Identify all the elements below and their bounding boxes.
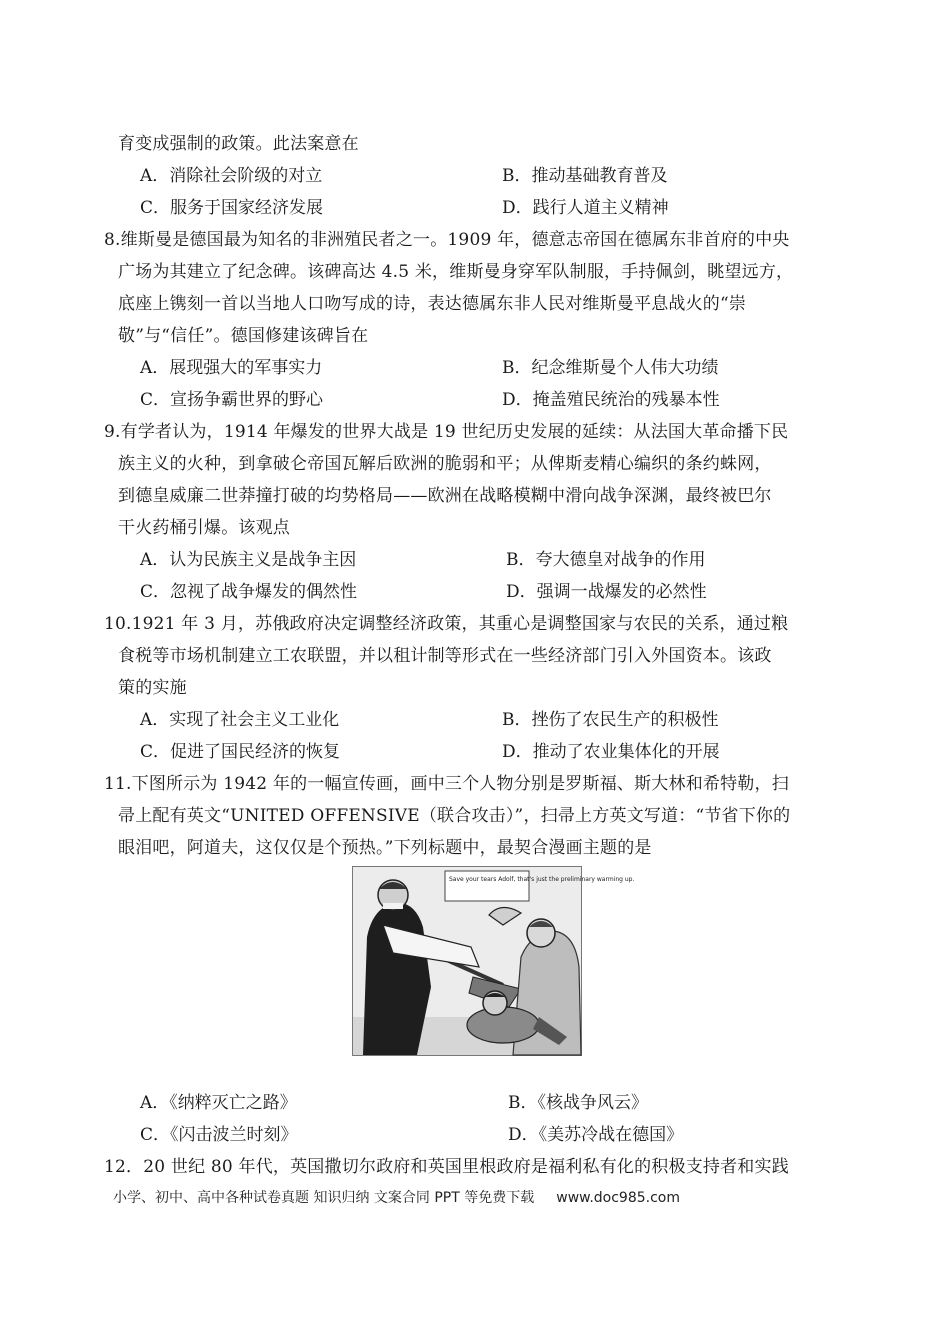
q8-option-a: A．展现强大的军事实力 bbox=[140, 358, 323, 378]
q10-option-a: A．实现了社会主义工业化 bbox=[140, 710, 340, 730]
q8-stem-line-4: 敬”与“信任”。德国修建该碑旨在 bbox=[118, 326, 369, 346]
q7-tail-text: 育变成强制的政策。此法案意在 bbox=[118, 134, 359, 154]
q11-option-d: D．《美苏冷战在德国》 bbox=[508, 1125, 684, 1145]
footer-text: 小学、初中、高中各种试卷真题 知识归纳 文案合同 PPT 等免费下载 bbox=[113, 1190, 535, 1206]
page-footer bbox=[113, 1187, 873, 1207]
q9-stem-line-4: 干火药桶引爆。该观点 bbox=[118, 518, 290, 538]
q11-option-a: A．《纳粹灭亡之路》 bbox=[140, 1093, 297, 1113]
propaganda-cartoon-image bbox=[352, 866, 635, 1056]
q8-option-b: B．纪念维斯曼个人伟大功绩 bbox=[502, 358, 719, 378]
q10-stem-line-1: 10.1921 年 3 月，苏俄政府决定调整经济政策，其重心是调整国家与农民的关系，通过粮 bbox=[104, 614, 789, 634]
q9-stem-line-2: 族主义的火种，到拿破仑帝国瓦解后欧洲的脆弱和平；从俾斯麦精心编织的条约蛛网， bbox=[118, 454, 772, 474]
q9-stem-line-3: 到德皇威廉二世莽撞打破的均势格局——欧洲在战略模糊中滑向战争深渊，最终被巴尔 bbox=[118, 486, 772, 506]
q11-stem-line-3: 眼泪吧，阿道夫，这仅仅是个预热。”下列标题中，最契合漫画主题的是 bbox=[118, 838, 652, 858]
q8-option-c: C．宣扬争霸世界的野心 bbox=[140, 390, 324, 410]
q7-option-d: D．践行人道主义精神 bbox=[502, 198, 669, 218]
q8-stem-line-2: 广场为其建立了纪念碑。该碑高达 4.5 米，维斯曼身穿军队制服，手持佩剑，眺望远方， bbox=[118, 262, 794, 282]
q10-option-b: B．挫伤了农民生产的积极性 bbox=[502, 710, 719, 730]
q12-stem-line-1: 12．20 世纪 80 年代，英国撒切尔政府和英国里根政府是福利私有化的积极支持者和实践 bbox=[104, 1157, 789, 1177]
q10-option-c: C．促进了国民经济的恢复 bbox=[140, 742, 341, 762]
q7-option-a: A．消除社会阶级的对立 bbox=[140, 166, 323, 186]
q11-stem-line-2: 帚上配有英文“UNITED OFFENSIVE（联合攻击）”，扫帚上方英文写道：“节省下你的 bbox=[118, 806, 791, 826]
q11-stem-line-1: 11.下图所示为 1942 年的一幅宣传画，画中三个人物分别是罗斯福、斯大林和希特勒，扫 bbox=[104, 774, 789, 794]
q7-option-c: C．服务于国家经济发展 bbox=[140, 198, 324, 218]
q10-option-d: D．推动了农业集体化的开展 bbox=[502, 742, 720, 762]
q9-option-a: A．认为民族主义是战争主因 bbox=[140, 550, 357, 570]
q9-option-b: B．夸大德皇对战争的作用 bbox=[506, 550, 706, 570]
q8-stem-line-3: 底座上镌刻一首以当地人口吻写成的诗，表达德属东非人民对维斯曼平息战火的“崇 bbox=[118, 294, 747, 314]
q10-stem-line-3: 策的实施 bbox=[118, 678, 187, 698]
q10-stem-line-2: 食税等市场机制建立工农联盟，并以租计制等形式在一些经济部门引入外国资本。该政 bbox=[118, 646, 772, 666]
q7-option-b: B．推动基础教育普及 bbox=[502, 166, 668, 186]
q9-stem-line-1: 9.有学者认为，1914 年爆发的世界大战是 19 世纪历史发展的延续：从法国大革命播下民 bbox=[104, 422, 789, 442]
q8-option-d: D．掩盖殖民统治的残暴本性 bbox=[502, 390, 720, 410]
footer-url: www.doc985.com bbox=[556, 1190, 680, 1206]
q9-option-d: D．强调一战爆发的必然性 bbox=[506, 582, 707, 602]
q9-option-c: C．忽视了战争爆发的偶然性 bbox=[140, 582, 358, 602]
q8-stem-line-1: 8.维斯曼是德国最为知名的非洲殖民者之一。1909 年，德意志帝国在德属东非首府的中央 bbox=[104, 230, 790, 250]
cartoon-speech-text: Save your tears Adolf, that's just the preliminary warming up. bbox=[449, 876, 635, 883]
q11-option-c: C．《闪击波兰时刻》 bbox=[140, 1125, 298, 1145]
q11-option-b: B．《核战争风云》 bbox=[508, 1093, 648, 1113]
